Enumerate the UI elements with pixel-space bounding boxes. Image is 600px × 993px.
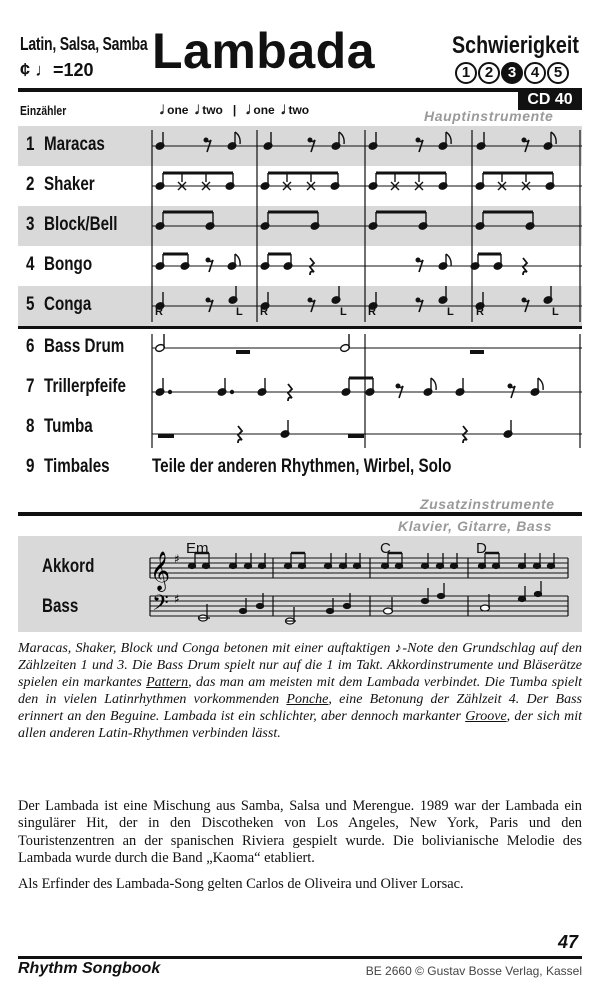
conga-label: R bbox=[260, 306, 268, 318]
row-label: Maracas bbox=[44, 134, 105, 155]
book-title: Rhythm Songbook bbox=[18, 960, 161, 977]
chord-c: C bbox=[380, 540, 391, 557]
row-label: Trillerpfeife bbox=[44, 376, 126, 397]
row-label: Tumba bbox=[44, 416, 93, 437]
row-number: 6 bbox=[26, 336, 35, 357]
bass-staff bbox=[150, 596, 568, 616]
rhythm-description bbox=[18, 640, 582, 742]
body-paragraph-2: Als Erfinder des Lambada-Song gelten Carlos de Oliveira und Oliver Lorsac. bbox=[18, 876, 464, 892]
row-label: Block/Bell bbox=[44, 214, 118, 235]
key-sharp-treble: ♯ bbox=[174, 552, 180, 566]
cd-badge: CD 40 bbox=[518, 90, 582, 110]
difficulty-label: Schwierigkeit bbox=[452, 32, 579, 59]
row-number: 1 bbox=[26, 134, 35, 155]
chord-stabs bbox=[189, 553, 555, 569]
term-pattern: Pattern bbox=[146, 675, 189, 690]
key-sharp-bass: ♯ bbox=[174, 592, 180, 606]
copyright: BE 2660 © Gustav Bosse Verlag, Kassel bbox=[365, 964, 582, 978]
treble-clef: 𝄞 bbox=[150, 551, 171, 591]
row-number: 8 bbox=[26, 416, 35, 437]
tempo-marking: ¢ ♩=120 bbox=[20, 60, 94, 80]
page-title: Lambada bbox=[152, 23, 376, 79]
row-number: 9 bbox=[26, 456, 35, 477]
row-number: 3 bbox=[26, 214, 35, 235]
row-number: 4 bbox=[26, 254, 35, 275]
row-label: Bongo bbox=[44, 254, 93, 275]
section-extra-label: Zusatzinstrumente bbox=[420, 496, 555, 512]
section-main-label: Hauptinstrumente bbox=[424, 108, 554, 124]
description-text: Maracas, Shaker, Block und Conga betonen mit einer auftaktigen ♪-Note den Grundschlag auf den Zählzeiten 1 und 3. Die Bass Drum spielt nur auf die 1 im Takt. Akkordinstrumente und Bläserätze spielen ein markantes bbox=[18, 641, 582, 690]
row-label: Conga bbox=[44, 294, 92, 315]
row-number: 5 bbox=[26, 294, 35, 315]
description-text: , der sich mit allen anderen Latin-Rhythmen verbinden lässt. bbox=[18, 709, 582, 741]
timbales-text: Teile der anderen Rhythmen, Wirbel, Solo bbox=[152, 456, 452, 477]
conga-label: R bbox=[155, 306, 163, 318]
row-number: 2 bbox=[26, 174, 35, 195]
row-label: Shaker bbox=[44, 174, 95, 195]
bass-clef: 𝄢 bbox=[152, 591, 169, 621]
conga-label: L bbox=[236, 306, 243, 318]
difficulty-level-2: 2 bbox=[478, 62, 500, 84]
footer-rule bbox=[18, 956, 582, 959]
description-text: , eine Betonung der Zählzeit 4. Der Bass erinnert an den Beguine. Lambada ist ein schlichter, aber dennoch markanter bbox=[18, 692, 582, 724]
description-text: , das man am meisten mit dem Lambada verbindet. Die Tumba spielt den in vielen Latinrhythmen vorkommenden bbox=[18, 675, 582, 707]
conga-label: R bbox=[368, 306, 376, 318]
difficulty-level-4: 4 bbox=[524, 62, 546, 84]
bass-label: Bass bbox=[42, 596, 79, 617]
chord-em: Em bbox=[186, 540, 209, 557]
difficulty-level-1: 1 bbox=[455, 62, 477, 84]
row-label: Timbales bbox=[44, 456, 110, 477]
row-label: Bass Drum bbox=[44, 336, 125, 357]
conga-label: L bbox=[552, 306, 559, 318]
difficulty-level-3: 3 bbox=[501, 62, 523, 84]
section-chords-label: Klavier, Gitarre, Bass bbox=[398, 518, 553, 534]
term-groove: Groove bbox=[465, 709, 507, 724]
conga-label: L bbox=[447, 306, 454, 318]
page-number: 47 bbox=[557, 932, 578, 952]
difficulty-level-5: 5 bbox=[547, 62, 569, 84]
body-paragraph-1: Der Lambada ist eine Mischung aus Samba, Salsa und Merengue. 1989 war der Lambada ein singulärer Hit, der in den Discotheken von Los Angeles, New York, Paris und den Touristenzentren an der spanischen Riviera gespielt wurde. Die bolivianische Melodie des Lambada wurde durch die Band „Kaoma“ etabliert. bbox=[18, 798, 582, 867]
conga-label: R bbox=[476, 306, 484, 318]
count-label: Einzähler bbox=[20, 103, 67, 118]
akkord-label: Akkord bbox=[42, 556, 95, 577]
chord-d: D bbox=[476, 540, 487, 557]
row-number: 7 bbox=[26, 376, 35, 397]
style-tags: Latin, Salsa, Samba bbox=[20, 34, 148, 54]
term-ponche: Ponche bbox=[286, 692, 329, 707]
count-in: 𝅗𝅥 one 𝅗𝅥 two | 𝅗𝅥 one 𝅗𝅥 two bbox=[160, 103, 310, 117]
conga-label: L bbox=[340, 306, 347, 318]
